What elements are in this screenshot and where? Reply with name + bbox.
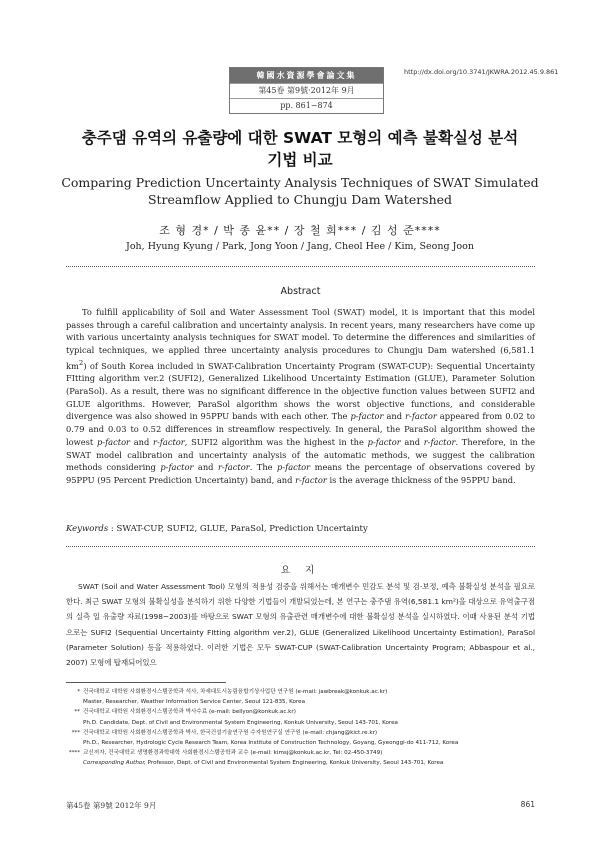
- footnote-ko: 건국대학교 대학원 사회환경시스템공학과 석사, 차세대도시농림융합기상사업단 연구원 (e-mail: jawbreak@konkuk.ac.kr): [83, 689, 388, 695]
- footnote-rule: [66, 682, 226, 683]
- p-factor-term: p-factor: [350, 411, 384, 422]
- r-factor-term: r-factor: [405, 411, 437, 422]
- p-factor-term: p-factor: [96, 436, 131, 447]
- footnote-en: Ph.D. Candidate, Dept. of Civil and Environmental System Engineering, Konkuk University, Seoul 143-701, Korea: [83, 719, 398, 726]
- abstract-text-5: . Therefore, in the SWAT model calibration and uncertainty analysis of the automatic methods, we suggest the calibration methods considering: [66, 436, 535, 473]
- abstract-unit: km: [66, 360, 79, 371]
- korean-title: [40, 127, 560, 171]
- p-factor-term: p-factor: [277, 462, 311, 473]
- abstract-text-6: . The: [249, 462, 278, 473]
- korean-title-line1: 충주댐 유역의 유출량에 대한 SWAT 모형의 예측 불확실성 분석: [81, 129, 519, 147]
- p-factor-term: p-factor: [160, 462, 194, 473]
- p-factor-term: p-factor: [367, 436, 401, 447]
- footnotes: [66, 687, 535, 769]
- footnote-mark: ****: [68, 750, 80, 757]
- english-title-line1: Comparing Prediction Uncertainty Analysis Techniques of SWAT Simulated: [61, 175, 539, 190]
- footnote-ko: 건국대학교 대학원 사회환경시스템공학과 박사수료 (e-mail: bellyon@konkuk.ac.kr): [83, 709, 296, 716]
- english-title-line2: Streamflow Applied to Chungju Dam Watershed: [147, 192, 453, 207]
- yoji-heading: 요 지: [280, 565, 321, 576]
- abstract-text-1: To fulfill applicability of Soil and Water Assessment Tool (SWAT) model, it is important that this model passes through a careful calibration and uncertainty analysis. In recent years, many researchers have come up with various uncertainty analysis techniques for SWAT model. To determine the differences and similarities of typical techniques, we applied three uncertainty analysis procedures to Chungju Dam watershed (6,581.1: [66, 307, 535, 356]
- footnote-4: [66, 748, 535, 758]
- korean-title-line2: 기법 비교: [267, 151, 333, 169]
- footnote-role: Corresponding Author,: [83, 760, 146, 767]
- abstract-text-8: is the average thickness of the 95PPU band.: [326, 474, 516, 485]
- footnote-en: Ph.D., Researcher, Hydrologic Cycle Research Team, Korea Institute of Construction Technology, Goyang, Gyeonggi-do 411-712, Korea: [83, 740, 459, 747]
- abstract-text-2: ) of South Korea included in SWAT-Calibration Uncertainty Program (SWAT-CUP): Sequential Uncertainty FItting algorithm ver.2 (SUFI2), Generalized Likelihood Uncertainty Estimation (GLUE), Parameter Solution (ParaSol). As a result, there was no significant difference in the objective function values between SUFI2 and GLUE algorithms. However, ParaSol algorithm shows the worst objective functions, and considerable divergence was also showed in 95PPU bands with each other. The: [66, 360, 535, 422]
- footnote-ko: 건국대학교 대학원 사회환경시스템공학과 박사, 한국건설기술연구원 수자원연구실 연구원 (e-mail: chjang@kict.re.kr): [83, 729, 378, 736]
- footnote-mark: **: [74, 709, 80, 716]
- abstract-body: [66, 306, 535, 487]
- authors-korean: 조 형 경* / 박 종 윤** / 장 철 희*** / 김 성 준****: [159, 224, 441, 237]
- abstract-text-3: appeared from 0.02 to 0.79 and 0.03 to 0.52 differences in streamflow respectively. In general, the ParaSol algorithm showed the lowest: [66, 411, 535, 447]
- journal-header-box: [229, 67, 384, 114]
- footnote-en-text: Professor, Dept. of Civil and Environmental System Engineering, Konkuk University, Seoul 143-701, Korea: [145, 760, 444, 767]
- footnote-en: [66, 758, 535, 768]
- and-word: and: [130, 436, 154, 447]
- abstract-heading: Abstract: [280, 286, 321, 297]
- r-factor-term: r-factor: [153, 436, 185, 447]
- volume-issue: 第45卷 第9號·2012年 9月: [230, 83, 383, 98]
- r-factor-term: r-factor: [295, 474, 327, 485]
- page-footer: [66, 800, 535, 811]
- footnote-2: [66, 707, 535, 717]
- abstract-text-4: , SUFI2 algorithm was the highest in the: [184, 436, 368, 447]
- abstract-text-7: means the percentage of observations covered by 95PPU (95 Percent Prediction Uncertainty) band, and: [66, 462, 536, 485]
- yoji-text: SWAT (Soil and Water Assessment Tool) 모형의 적용성 검증을 위해서는 매개변수 민감도 분석 및 검·보정, 예측 불확실성 분석을 필요로 한다. 최근 SWAT 모형의 불확실성을 분석하기 위한 다양한 기법들이 개발되었는데, 본 연구는 충주댐 유역(6,581.1 km²)을 대상으로 유역출구점의 실측 일 유출량 자료(1998~2003)를 바탕으로 SWAT 모형의 유출관련 매개변수에 대한 불확실성 분석을 실시하였다. 이때 사용된 분석 기법으로는 SUFI2 (Sequential Uncertainty FItting algorithm ver.2), GLUE (Generalized Likelihood Uncertainty Estimation), ParaSol (Parameter Solution) 등을 적용하였다. 이러한 기법은 모두 SWAT-CUP (SWAT-Calibration Uncertainty Program; Abbaspour et al., 2007) 모형에 탑재되어있으: [66, 582, 535, 668]
- page-range: pp. 861~874: [230, 98, 383, 113]
- footnote-1: [66, 687, 535, 697]
- divider-middle: [66, 546, 535, 547]
- divider-top: [66, 266, 535, 267]
- yoji-body: [66, 579, 535, 670]
- page-number: 861: [520, 800, 535, 809]
- footnote-mark: ***: [71, 729, 80, 736]
- footnote-en: Master, Researcher, Weather Information Service Center, Seoul 121-835, Korea: [83, 699, 306, 706]
- abstract-unit-sup: 2: [78, 358, 84, 367]
- footnote-3: [66, 728, 535, 738]
- english-title: [40, 174, 560, 208]
- footer-volume: 第45卷 第9號 2012年 9月: [66, 801, 157, 810]
- keywords: [66, 524, 535, 534]
- and-word: and: [400, 436, 424, 447]
- and-word: and: [383, 411, 406, 422]
- footnote-mark: *: [77, 689, 80, 695]
- r-factor-term: r-factor: [217, 462, 250, 473]
- keywords-separator: :: [108, 524, 117, 534]
- doi-link[interactable]: http://dx.doi.org/10.3741/JKWRA.2012.45.9.861: [404, 68, 559, 76]
- keywords-text: SWAT-CUP, SUFI2, GLUE, ParaSol, Prediction Uncertainty: [116, 524, 368, 534]
- keywords-label: Keywords: [66, 524, 109, 534]
- authors-english: Joh, Hyung Kyung / Park, Jong Yoon / Jang, Cheol Hee / Kim, Seong Joon: [126, 241, 474, 252]
- journal-name: 韓國水資源學會論文集: [230, 68, 383, 83]
- and-word: and: [193, 462, 218, 473]
- r-factor-term: r-factor: [423, 436, 456, 447]
- footnote-ko: 교신저자, 건국대학교 생명환경과학대학 사회환경시스템공학과 교수 (e-mail: kimsj@konkuk.ac.kr, Tel: 02-450-3749): [83, 750, 383, 757]
